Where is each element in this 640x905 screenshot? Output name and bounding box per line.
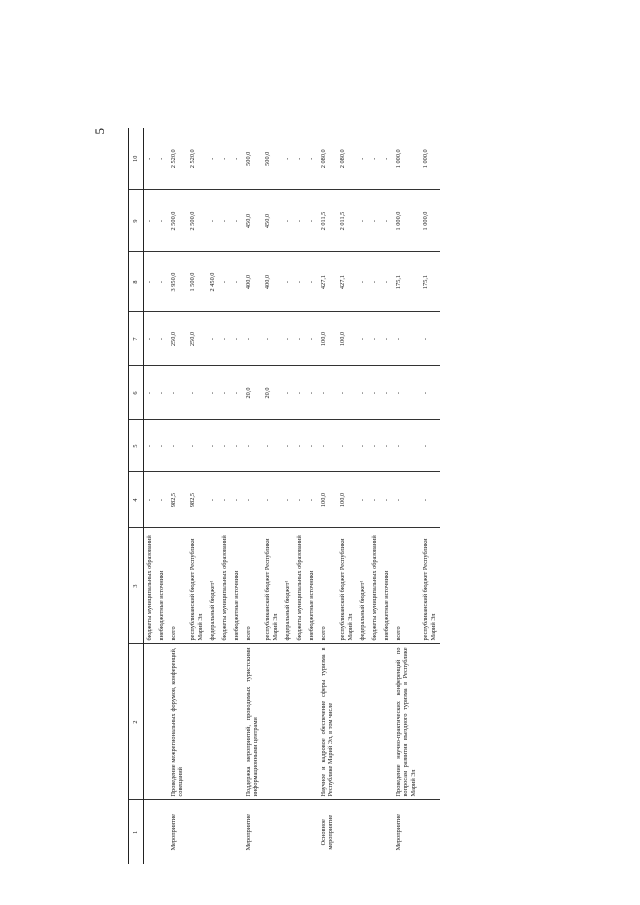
- funding-source-cell: внебюджетные источники: [156, 528, 168, 644]
- column-header: 9: [129, 190, 144, 252]
- amount-cell: -: [393, 366, 421, 420]
- amount-cell: -: [231, 252, 243, 312]
- amount-cell: -: [393, 420, 421, 472]
- measure-name-cell: [282, 644, 294, 800]
- measure-name-cell: [187, 644, 207, 800]
- amount-cell: -: [381, 128, 393, 190]
- amount-cell: -: [219, 472, 231, 528]
- funding-source-cell: бюджеты муниципальных образований: [219, 528, 231, 644]
- amount-cell: -: [306, 312, 318, 366]
- amount-cell: -: [243, 420, 263, 472]
- measure-type-cell: [306, 800, 318, 864]
- amount-cell: -: [294, 128, 306, 190]
- amount-cell: 450,0: [262, 190, 282, 252]
- table-row: [187, 128, 207, 864]
- amount-cell: -: [420, 312, 440, 366]
- column-header: 7: [129, 312, 144, 366]
- amount-cell: 982,5: [168, 472, 188, 528]
- amount-cell: 175,1: [420, 252, 440, 312]
- amount-cell: 1 500,0: [187, 252, 207, 312]
- amount-cell: -: [294, 366, 306, 420]
- amount-cell: -: [369, 312, 381, 366]
- amount-cell: -: [420, 420, 440, 472]
- amount-cell: -: [262, 312, 282, 366]
- table-row: [337, 128, 357, 864]
- amount-cell: 1 000,0: [393, 190, 421, 252]
- amount-cell: -: [168, 366, 188, 420]
- measure-type-cell: [207, 800, 219, 864]
- amount-cell: -: [143, 312, 155, 366]
- measure-name-cell: [156, 644, 168, 800]
- amount-cell: -: [219, 128, 231, 190]
- funding-source-cell: внебюджетные источники: [231, 528, 243, 644]
- amount-cell: -: [318, 366, 338, 420]
- page-number: 5: [92, 128, 107, 135]
- amount-cell: 500,0: [262, 128, 282, 190]
- header-row: [129, 128, 144, 864]
- amount-cell: 250,0: [187, 312, 207, 366]
- amount-cell: -: [357, 128, 369, 190]
- amount-cell: -: [393, 472, 421, 528]
- amount-cell: 500,0: [243, 128, 263, 190]
- amount-cell: -: [262, 420, 282, 472]
- amount-cell: 2 011,5: [337, 190, 357, 252]
- amount-cell: 450,0: [243, 190, 263, 252]
- amount-cell: -: [294, 312, 306, 366]
- amount-cell: -: [381, 472, 393, 528]
- column-header: 8: [129, 252, 144, 312]
- amount-cell: -: [357, 472, 369, 528]
- amount-cell: -: [337, 420, 357, 472]
- funding-source-cell: республиканский бюджет Республики Марий Эл: [187, 528, 207, 644]
- column-header: 4: [129, 472, 144, 528]
- amount-cell: -: [282, 252, 294, 312]
- amount-cell: 2 500,0: [187, 190, 207, 252]
- funding-source-cell: федеральный бюджет¹: [282, 528, 294, 644]
- amount-cell: 982,5: [187, 472, 207, 528]
- amount-cell: -: [231, 312, 243, 366]
- amount-cell: -: [156, 190, 168, 252]
- amount-cell: -: [369, 420, 381, 472]
- funding-source-cell: федеральный бюджет¹: [207, 528, 219, 644]
- amount-cell: -: [357, 252, 369, 312]
- amount-cell: -: [381, 312, 393, 366]
- table-row: [369, 128, 381, 864]
- amount-cell: -: [337, 366, 357, 420]
- column-header: 5: [129, 420, 144, 472]
- amount-cell: -: [381, 190, 393, 252]
- amount-cell: -: [369, 472, 381, 528]
- amount-cell: 100,0: [337, 472, 357, 528]
- measure-type-cell: [369, 800, 381, 864]
- measure-type-cell: Мероприятие: [244, 814, 252, 851]
- measure-name-cell: Поддержка мероприятий, проводимых туристскими информационными центрами: [243, 644, 263, 800]
- measure-name-cell: [294, 644, 306, 800]
- amount-cell: -: [294, 252, 306, 312]
- amount-cell: -: [393, 312, 421, 366]
- amount-cell: -: [294, 472, 306, 528]
- funding-source-cell: всего: [168, 528, 188, 644]
- measure-type-cell: [231, 800, 243, 864]
- amount-cell: -: [381, 366, 393, 420]
- amount-cell: -: [282, 420, 294, 472]
- table-row: [243, 128, 263, 864]
- amount-cell: 20,0: [262, 366, 282, 420]
- amount-cell: -: [187, 366, 207, 420]
- amount-cell: -: [243, 472, 263, 528]
- amount-cell: 2 500,0: [168, 190, 188, 252]
- amount-cell: 427,1: [337, 252, 357, 312]
- funding-source-cell: республиканский бюджет Республики Марий Эл: [420, 528, 440, 644]
- amount-cell: -: [369, 366, 381, 420]
- amount-cell: -: [420, 472, 440, 528]
- table-row: [262, 128, 282, 864]
- table-body: [143, 128, 440, 864]
- amount-cell: 100,0: [318, 312, 338, 366]
- measure-name-cell: [219, 644, 231, 800]
- measure-name-cell: [262, 644, 282, 800]
- table-row: [393, 128, 421, 864]
- amount-cell: -: [219, 366, 231, 420]
- document-page: [92, 128, 534, 864]
- column-header: 2: [129, 644, 144, 800]
- amount-cell: 100,0: [337, 312, 357, 366]
- table-row: [294, 128, 306, 864]
- amount-cell: -: [207, 312, 219, 366]
- amount-cell: -: [369, 190, 381, 252]
- measure-name-cell: [381, 644, 393, 800]
- amount-cell: -: [156, 128, 168, 190]
- amount-cell: -: [306, 366, 318, 420]
- table-row: [306, 128, 318, 864]
- measure-type-cell: [337, 800, 357, 864]
- amount-cell: -: [357, 366, 369, 420]
- amount-cell: -: [282, 366, 294, 420]
- amount-cell: -: [294, 420, 306, 472]
- amount-cell: -: [143, 252, 155, 312]
- amount-cell: 400,0: [243, 252, 263, 312]
- measure-type-cell: [156, 800, 168, 864]
- amount-cell: -: [143, 128, 155, 190]
- measure-name-cell: [357, 644, 369, 800]
- measure-type-cell: [381, 800, 393, 864]
- amount-cell: 1 000,0: [420, 190, 440, 252]
- amount-cell: -: [282, 128, 294, 190]
- amount-cell: -: [207, 472, 219, 528]
- amount-cell: -: [318, 420, 338, 472]
- measure-type-cell: Мероприятие: [169, 814, 177, 851]
- funding-source-cell: внебюджетные источники: [381, 528, 393, 644]
- measure-name-cell: [369, 644, 381, 800]
- amount-cell: -: [219, 190, 231, 252]
- amount-cell: -: [357, 312, 369, 366]
- amount-cell: -: [207, 366, 219, 420]
- amount-cell: -: [156, 366, 168, 420]
- amount-cell: -: [156, 252, 168, 312]
- measure-type-cell: [294, 800, 306, 864]
- amount-cell: -: [282, 312, 294, 366]
- table-row: [219, 128, 231, 864]
- measure-type-cell: Мероприятие: [394, 814, 402, 851]
- measure-name-cell: [143, 644, 155, 800]
- column-header: 6: [129, 366, 144, 420]
- amount-cell: -: [306, 190, 318, 252]
- table-row: [168, 128, 188, 864]
- amount-cell: -: [306, 252, 318, 312]
- amount-cell: 2 520,0: [187, 128, 207, 190]
- amount-cell: 2 080,0: [337, 128, 357, 190]
- funding-source-cell: республиканский бюджет Республики Марий Эл: [262, 528, 282, 644]
- table-row: [231, 128, 243, 864]
- amount-cell: -: [306, 472, 318, 528]
- measure-name-cell: Научное и кадровое обеспечение сферы туризма в Республике Марий Эл, в том числе: [318, 644, 338, 800]
- measure-type-cell: [357, 800, 369, 864]
- amount-cell: -: [306, 128, 318, 190]
- measure-name-cell: Проведение научно-практических конференций по вопросам развития въездного туризма в Республике Марий Эл: [393, 644, 421, 800]
- amount-cell: -: [282, 472, 294, 528]
- amount-cell: -: [369, 252, 381, 312]
- amount-cell: -: [262, 472, 282, 528]
- amount-cell: -: [282, 190, 294, 252]
- funding-source-cell: бюджеты муниципальных образований: [294, 528, 306, 644]
- amount-cell: -: [381, 252, 393, 312]
- amount-cell: -: [219, 420, 231, 472]
- funding-source-cell: всего: [318, 528, 338, 644]
- amount-cell: -: [231, 472, 243, 528]
- column-header: 3: [129, 528, 144, 644]
- amount-cell: -: [207, 190, 219, 252]
- amount-cell: 2 011,5: [318, 190, 338, 252]
- measure-name-cell: [420, 644, 440, 800]
- funding-source-cell: федеральный бюджет¹: [357, 528, 369, 644]
- measure-type-cell: [262, 800, 282, 864]
- amount-cell: -: [156, 472, 168, 528]
- amount-cell: 2 080,0: [318, 128, 338, 190]
- amount-cell: -: [357, 420, 369, 472]
- amount-cell: 100,0: [318, 472, 338, 528]
- measure-name-cell: [306, 644, 318, 800]
- measure-name-cell: [231, 644, 243, 800]
- amount-cell: -: [207, 128, 219, 190]
- measure-type-cell: [282, 800, 294, 864]
- amount-cell: -: [143, 472, 155, 528]
- amount-cell: -: [420, 366, 440, 420]
- funding-source-cell: всего: [393, 528, 421, 644]
- amount-cell: 175,1: [393, 252, 421, 312]
- amount-cell: -: [243, 312, 263, 366]
- funding-source-cell: бюджеты муниципальных образований: [143, 528, 155, 644]
- table-row: [207, 128, 219, 864]
- measure-name-cell: [207, 644, 219, 800]
- column-header: 1: [129, 800, 144, 864]
- amount-cell: 20,0: [243, 366, 263, 420]
- amount-cell: -: [231, 420, 243, 472]
- measure-name-cell: [337, 644, 357, 800]
- measure-type-cell: [187, 800, 207, 864]
- amount-cell: 3 950,0: [168, 252, 188, 312]
- measure-type-cell: [143, 800, 155, 864]
- amount-cell: 2 520,0: [168, 128, 188, 190]
- amount-cell: -: [143, 420, 155, 472]
- amount-cell: -: [219, 252, 231, 312]
- amount-cell: 400,0: [262, 252, 282, 312]
- amount-cell: 2 450,0: [207, 252, 219, 312]
- amount-cell: -: [231, 190, 243, 252]
- amount-cell: -: [143, 366, 155, 420]
- table-row: [420, 128, 440, 864]
- amount-cell: -: [207, 420, 219, 472]
- table-row: [357, 128, 369, 864]
- measure-name-cell: Проведение межрегиональных форумов, конференций, совещаний: [168, 644, 188, 800]
- amount-cell: 1 000,0: [393, 128, 421, 190]
- amount-cell: -: [381, 420, 393, 472]
- column-header: 10: [129, 128, 144, 190]
- measure-type-cell: [420, 800, 440, 864]
- amount-cell: -: [156, 420, 168, 472]
- funding-source-cell: всего: [243, 528, 263, 644]
- table-row: [143, 128, 155, 864]
- amount-cell: -: [357, 190, 369, 252]
- amount-cell: -: [306, 420, 318, 472]
- measure-type-cell: [219, 800, 231, 864]
- amount-cell: -: [219, 312, 231, 366]
- amount-cell: 250,0: [168, 312, 188, 366]
- funding-source-cell: бюджеты муниципальных образований: [369, 528, 381, 644]
- amount-cell: -: [187, 420, 207, 472]
- amount-cell: -: [231, 366, 243, 420]
- measure-type-cell: Основное мероприятие: [319, 814, 335, 850]
- amount-cell: -: [156, 312, 168, 366]
- amount-cell: -: [369, 128, 381, 190]
- amount-cell: -: [294, 190, 306, 252]
- amount-cell: -: [143, 190, 155, 252]
- funding-source-cell: республиканский бюджет Республики Марий Эл: [337, 528, 357, 644]
- funding-table: [128, 128, 440, 864]
- table-row: [156, 128, 168, 864]
- amount-cell: 1 000,0: [420, 128, 440, 190]
- amount-cell: -: [168, 420, 188, 472]
- table-row: [282, 128, 294, 864]
- table-row: [381, 128, 393, 864]
- table-row: [318, 128, 338, 864]
- funding-source-cell: внебюджетные источники: [306, 528, 318, 644]
- amount-cell: 427,1: [318, 252, 338, 312]
- amount-cell: -: [231, 128, 243, 190]
